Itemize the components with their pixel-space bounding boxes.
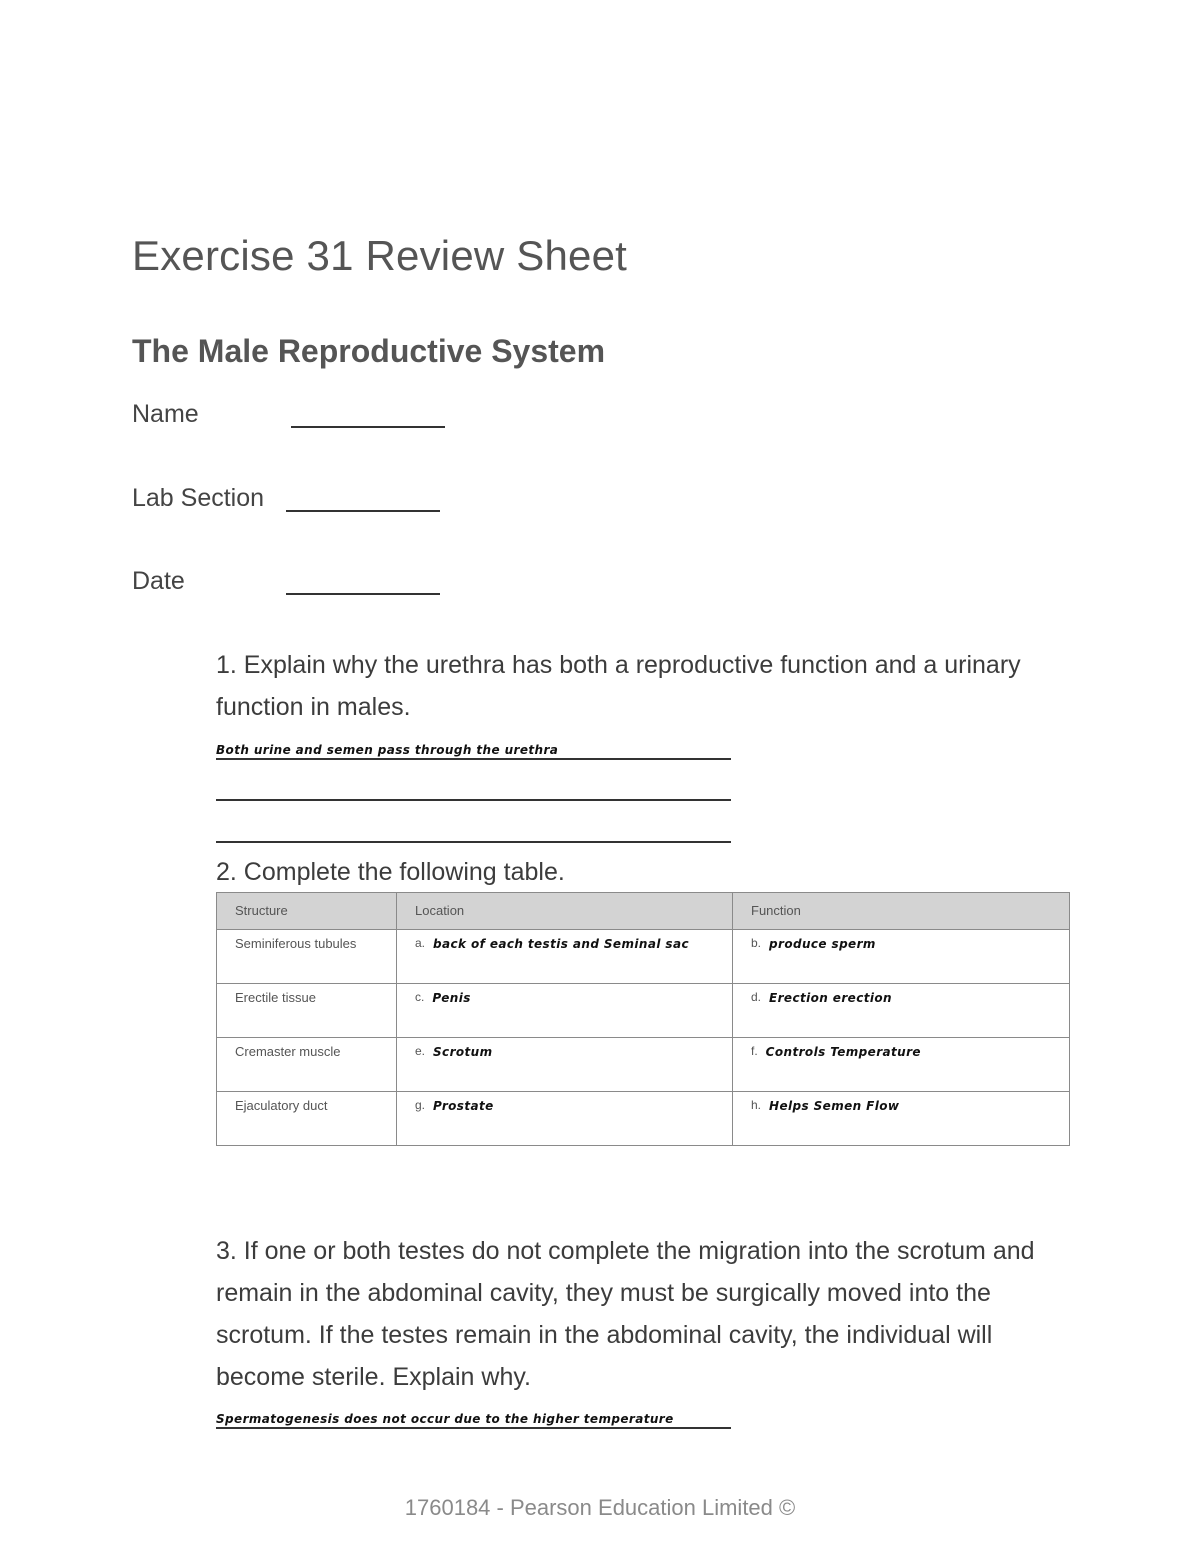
handwritten-answer: Erection erection [769,991,892,1005]
item-letter: h. [751,1098,762,1112]
handwritten-answer: Penis [432,991,471,1005]
handwritten-answer: back of each testis and Seminal sac [433,937,689,951]
footer-copyright: 1760184 - Pearson Education Limited © [404,1495,796,1520]
location-cell[interactable] [397,984,733,1038]
structure-cell: Seminiferous tubules [217,930,397,984]
question-1-answer: Both urine and semen pass through the urethra [216,743,559,757]
handwritten-answer: Helps Semen Flow [769,1099,900,1113]
function-cell[interactable] [733,1092,1070,1146]
answer-line[interactable] [216,1427,731,1429]
handwritten-answer: Prostate [433,1099,494,1113]
item-letter: g. [415,1098,426,1112]
table-row [217,1092,1070,1146]
lab-section-label: Lab Section [132,484,265,512]
item-letter: f. [751,1044,758,1058]
question-2: 2. Complete the following table. [216,858,565,886]
item-letter: e. [415,1044,426,1058]
item-letter: d. [751,990,762,1004]
lab-section-field[interactable] [286,510,440,512]
name-field[interactable] [291,426,445,428]
table-header-row [217,893,1070,930]
table-row [217,1038,1070,1092]
handwritten-answer: produce sperm [769,937,876,951]
item-letter: c. [415,990,425,1004]
name-label: Name [132,400,199,428]
location-cell[interactable] [397,1092,733,1146]
column-header-structure: Structure [217,893,397,930]
location-cell[interactable] [397,930,733,984]
function-cell[interactable] [733,984,1070,1038]
location-cell[interactable] [397,1038,733,1092]
handwritten-answer: Scrotum [433,1045,493,1059]
structure-cell: Ejaculatory duct [217,1092,397,1146]
structure-cell: Erectile tissue [217,984,397,1038]
page-title: Exercise 31 Review Sheet [132,232,628,279]
table-row [217,930,1070,984]
question-1: 1. Explain why the urethra has both a reproductive function and a urinary function in males. [216,651,1021,721]
structure-cell: Cremaster muscle [217,1038,397,1092]
answer-line[interactable] [216,841,731,843]
date-label: Date [132,567,185,595]
item-letter: a. [415,936,426,950]
column-header-location: Location [397,893,733,930]
question-3-answer: Spermatogenesis does not occur due to the higher temperature [216,1412,674,1426]
answer-line[interactable] [216,799,731,801]
function-cell[interactable] [733,1038,1070,1092]
page-subtitle: The Male Reproductive System [132,333,606,369]
table-row [217,984,1070,1038]
function-cell[interactable] [733,930,1070,984]
item-letter: b. [751,936,762,950]
column-header-function: Function [733,893,1070,930]
structure-table [216,892,1070,1146]
question-3: 3. If one or both testes do not complete the migration into the scrotum and remain in the abdominal cavity, they must be surgically moved into the scrotum. If the testes remain in the abdominal cavity, the individual will become sterile. Explain why. [216,1237,1035,1391]
answer-line[interactable] [216,758,731,760]
date-field[interactable] [286,593,440,595]
handwritten-answer: Controls Temperature [765,1045,921,1059]
